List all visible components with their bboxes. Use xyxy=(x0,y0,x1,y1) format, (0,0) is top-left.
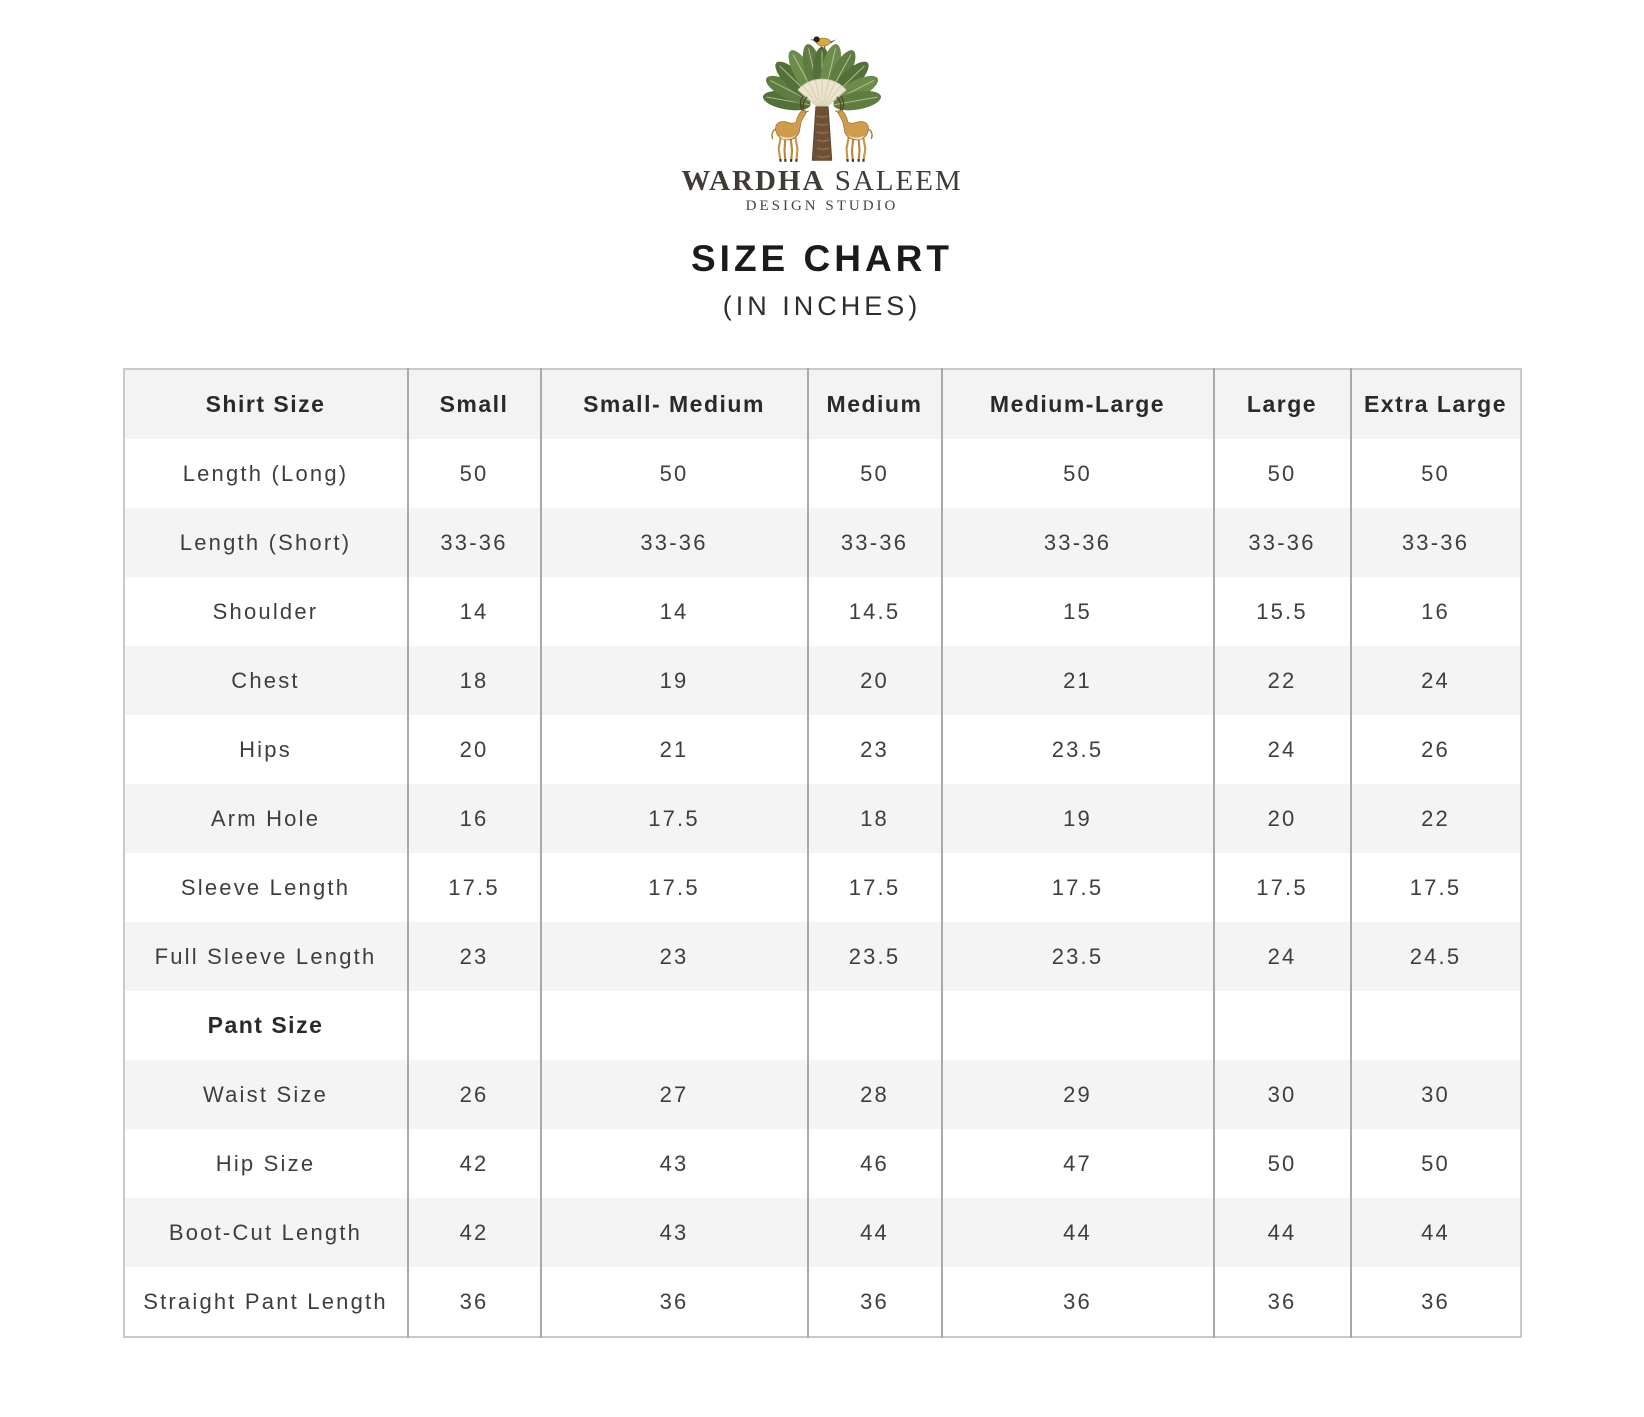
cell-value: 47 xyxy=(942,1129,1214,1198)
table-row xyxy=(124,577,1521,646)
cell-value: 33-36 xyxy=(541,508,808,577)
cell-value: 42 xyxy=(408,1129,541,1198)
cell-value: 50 xyxy=(1214,439,1351,508)
cell-value: 20 xyxy=(408,715,541,784)
cell-value: 14 xyxy=(541,577,808,646)
cell-value: 16 xyxy=(408,784,541,853)
cell-value: 30 xyxy=(1214,1060,1351,1129)
cell-value xyxy=(541,991,808,1060)
cell-value: 30 xyxy=(1351,1060,1521,1129)
table-row xyxy=(124,715,1521,784)
cell-value: 36 xyxy=(1351,1267,1521,1337)
table-row xyxy=(124,1129,1521,1198)
cell-value: 44 xyxy=(1351,1198,1521,1267)
cell-value: 26 xyxy=(408,1060,541,1129)
brand-name xyxy=(0,166,1644,196)
cell-value: 24 xyxy=(1214,922,1351,991)
cell-value: 33-36 xyxy=(1351,508,1521,577)
row-label: Chest xyxy=(231,667,300,693)
row-label: Length (Short) xyxy=(179,529,352,555)
cell-value: 18 xyxy=(808,784,942,853)
cell-value xyxy=(1214,991,1351,1060)
size-chart-table xyxy=(123,368,1522,1338)
cell-value: 19 xyxy=(942,784,1214,853)
cell-value: 17.5 xyxy=(942,853,1214,922)
table-row xyxy=(124,784,1521,853)
cell-value: 36 xyxy=(942,1267,1214,1337)
row-label: Pant Size xyxy=(207,1012,324,1038)
brand-tagline: DESIGN STUDIO xyxy=(745,198,899,214)
cell-value: 33-36 xyxy=(808,508,942,577)
cell-value xyxy=(808,991,942,1060)
cell-value: 18 xyxy=(408,646,541,715)
cell-value: 17.5 xyxy=(541,853,808,922)
cell-value: 26 xyxy=(1351,715,1521,784)
cell-value: 50 xyxy=(942,439,1214,508)
cell-value: 15 xyxy=(942,577,1214,646)
row-label: Boot-Cut Length xyxy=(168,1219,363,1245)
cell-value: 50 xyxy=(408,439,541,508)
cell-value: 36 xyxy=(1214,1267,1351,1337)
cell-value: 29 xyxy=(942,1060,1214,1129)
cell-value: 42 xyxy=(408,1198,541,1267)
cell-value: 17.5 xyxy=(1214,853,1351,922)
cell-value: 50 xyxy=(1351,439,1521,508)
col-header: Medium xyxy=(808,369,942,439)
cell-value: 16 xyxy=(1351,577,1521,646)
page-subtitle: (IN INCHES) xyxy=(722,291,922,321)
palm-tree-logo xyxy=(746,30,898,164)
cell-value: 20 xyxy=(808,646,942,715)
cell-value: 17.5 xyxy=(408,853,541,922)
cell-value: 50 xyxy=(808,439,942,508)
brand-name-primary: WARDHA xyxy=(681,165,826,197)
row-label: Straight Pant Length xyxy=(143,1288,388,1314)
cell-value: 36 xyxy=(408,1267,541,1337)
cell-value: 23.5 xyxy=(942,715,1214,784)
col-header-shirt-size: Shirt Size xyxy=(124,369,408,439)
cell-value: 24.5 xyxy=(1351,922,1521,991)
table-row xyxy=(124,853,1521,922)
cell-value: 17.5 xyxy=(1351,853,1521,922)
cell-value: 50 xyxy=(1351,1129,1521,1198)
cell-value: 24 xyxy=(1214,715,1351,784)
brand-name-secondary: SALEEM xyxy=(834,165,963,197)
row-label: Hip Size xyxy=(215,1150,316,1176)
cell-value: 24 xyxy=(1351,646,1521,715)
cell-value: 22 xyxy=(1214,646,1351,715)
cell-value: 33-36 xyxy=(1214,508,1351,577)
cell-value: 17.5 xyxy=(541,784,808,853)
page-title: SIZE CHART xyxy=(691,238,953,279)
cell-value: 33-36 xyxy=(942,508,1214,577)
table-row xyxy=(124,646,1521,715)
cell-value: 15.5 xyxy=(1214,577,1351,646)
brand-header xyxy=(0,0,1644,215)
row-label: Hips xyxy=(239,736,292,762)
cell-value: 43 xyxy=(541,1198,808,1267)
cell-value: 50 xyxy=(1214,1129,1351,1198)
cell-value xyxy=(408,991,541,1060)
cell-value xyxy=(942,991,1214,1060)
row-label: Full Sleeve Length xyxy=(154,943,377,969)
cell-value: 23 xyxy=(808,715,942,784)
cell-value: 20 xyxy=(1214,784,1351,853)
col-header: Small- Medium xyxy=(541,369,808,439)
row-label: Waist Size xyxy=(202,1081,329,1107)
row-label: Sleeve Length xyxy=(180,874,351,900)
cell-value: 14 xyxy=(408,577,541,646)
cell-value: 44 xyxy=(942,1198,1214,1267)
col-header: Large xyxy=(1214,369,1351,439)
cell-value: 44 xyxy=(808,1198,942,1267)
cell-value: 19 xyxy=(541,646,808,715)
cell-value: 21 xyxy=(942,646,1214,715)
header-row xyxy=(124,369,1521,439)
cell-value: 23.5 xyxy=(808,922,942,991)
row-label: Shoulder xyxy=(212,598,319,624)
cell-value: 21 xyxy=(541,715,808,784)
table-body xyxy=(124,439,1521,1337)
table-row xyxy=(124,991,1521,1060)
cell-value: 28 xyxy=(808,1060,942,1129)
cell-value: 22 xyxy=(1351,784,1521,853)
row-label: Arm Hole xyxy=(210,805,321,831)
cell-value: 36 xyxy=(808,1267,942,1337)
col-header: Extra Large xyxy=(1351,369,1521,439)
trunk-icon xyxy=(812,107,832,161)
cell-value: 50 xyxy=(541,439,808,508)
cell-value: 17.5 xyxy=(808,853,942,922)
cell-value: 23.5 xyxy=(942,922,1214,991)
row-label: Length (Long) xyxy=(182,460,349,486)
col-header: Small xyxy=(408,369,541,439)
cell-value: 43 xyxy=(541,1129,808,1198)
table-row xyxy=(124,508,1521,577)
cell-value xyxy=(1351,991,1521,1060)
cell-value: 23 xyxy=(408,922,541,991)
table-row xyxy=(124,1267,1521,1337)
cell-value: 44 xyxy=(1214,1198,1351,1267)
cell-value: 46 xyxy=(808,1129,942,1198)
table-row xyxy=(124,439,1521,508)
cell-value: 23 xyxy=(541,922,808,991)
table-row xyxy=(124,1060,1521,1129)
cell-value: 27 xyxy=(541,1060,808,1129)
table-row xyxy=(124,922,1521,991)
table-row xyxy=(124,1198,1521,1267)
cell-value: 14.5 xyxy=(808,577,942,646)
cell-value: 36 xyxy=(541,1267,808,1337)
col-header: Medium-Large xyxy=(942,369,1214,439)
cell-value: 33-36 xyxy=(408,508,541,577)
